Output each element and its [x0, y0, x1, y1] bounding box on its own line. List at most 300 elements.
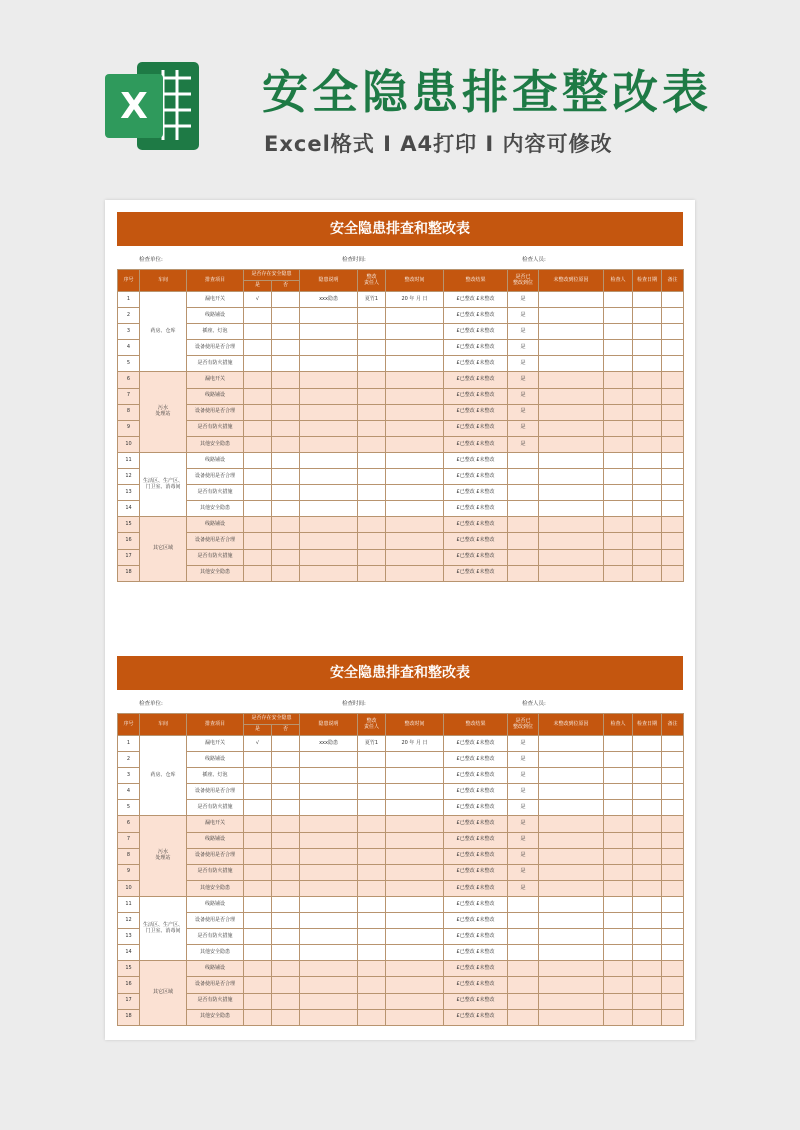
completed-cell[interactable]: 是 — [508, 864, 539, 880]
completed-cell[interactable] — [508, 452, 539, 468]
reason-cell[interactable] — [539, 784, 604, 800]
completed-cell[interactable] — [508, 945, 539, 961]
description-cell[interactable] — [300, 436, 358, 452]
reason-cell[interactable] — [539, 848, 604, 864]
responsible-cell[interactable] — [358, 977, 386, 993]
description-cell[interactable] — [300, 565, 358, 581]
date-cell[interactable] — [633, 977, 662, 993]
description-cell[interactable] — [300, 517, 358, 533]
result-cell[interactable]: £已整改 £未整改 — [444, 533, 508, 549]
hazard-no-cell[interactable] — [272, 880, 300, 896]
rectify-time-cell[interactable] — [386, 800, 444, 816]
hazard-yes-cell[interactable] — [244, 356, 272, 372]
date-cell[interactable] — [633, 816, 662, 832]
hazard-no-cell[interactable] — [272, 388, 300, 404]
inspector-cell[interactable] — [604, 768, 633, 784]
date-cell[interactable] — [633, 832, 662, 848]
responsible-cell[interactable] — [358, 784, 386, 800]
result-cell[interactable]: £已整改 £未整改 — [444, 388, 508, 404]
description-cell[interactable] — [300, 800, 358, 816]
remark-cell[interactable] — [662, 752, 684, 768]
date-cell[interactable] — [633, 864, 662, 880]
responsible-cell[interactable] — [358, 896, 386, 912]
hazard-no-cell[interactable] — [272, 848, 300, 864]
completed-cell[interactable]: 是 — [508, 816, 539, 832]
responsible-cell[interactable] — [358, 485, 386, 501]
responsible-cell[interactable] — [358, 880, 386, 896]
completed-cell[interactable]: 是 — [508, 848, 539, 864]
hazard-no-cell[interactable] — [272, 452, 300, 468]
inspector-cell[interactable] — [604, 420, 633, 436]
hazard-yes-cell[interactable]: √ — [244, 736, 272, 752]
remark-cell[interactable] — [662, 436, 684, 452]
hazard-no-cell[interactable] — [272, 340, 300, 356]
hazard-no-cell[interactable] — [272, 961, 300, 977]
result-cell[interactable]: £已整改 £未整改 — [444, 864, 508, 880]
completed-cell[interactable] — [508, 913, 539, 929]
remark-cell[interactable] — [662, 549, 684, 565]
rectify-time-cell[interactable] — [386, 469, 444, 485]
result-cell[interactable]: £已整改 £未整改 — [444, 549, 508, 565]
inspector-cell[interactable] — [604, 848, 633, 864]
date-cell[interactable] — [633, 404, 662, 420]
inspector-cell[interactable] — [604, 880, 633, 896]
completed-cell[interactable]: 是 — [508, 880, 539, 896]
date-cell[interactable] — [633, 896, 662, 912]
date-cell[interactable] — [633, 945, 662, 961]
hazard-yes-cell[interactable] — [244, 420, 272, 436]
remark-cell[interactable] — [662, 993, 684, 1009]
result-cell[interactable]: £已整改 £未整改 — [444, 880, 508, 896]
reason-cell[interactable] — [539, 736, 604, 752]
inspector-cell[interactable] — [604, 485, 633, 501]
completed-cell[interactable] — [508, 961, 539, 977]
completed-cell[interactable] — [508, 469, 539, 485]
hazard-yes-cell[interactable] — [244, 768, 272, 784]
reason-cell[interactable] — [539, 768, 604, 784]
hazard-yes-cell[interactable] — [244, 308, 272, 324]
rectify-time-cell[interactable]: 20 年 月 日 — [386, 292, 444, 308]
responsible-cell[interactable] — [358, 388, 386, 404]
rectify-time-cell[interactable] — [386, 436, 444, 452]
rectify-time-cell[interactable] — [386, 913, 444, 929]
hazard-yes-cell[interactable] — [244, 977, 272, 993]
rectify-time-cell[interactable]: 20 年 月 日 — [386, 736, 444, 752]
reason-cell[interactable] — [539, 469, 604, 485]
description-cell[interactable] — [300, 993, 358, 1009]
completed-cell[interactable]: 是 — [508, 292, 539, 308]
responsible-cell[interactable] — [358, 340, 386, 356]
reason-cell[interactable] — [539, 452, 604, 468]
remark-cell[interactable] — [662, 420, 684, 436]
completed-cell[interactable] — [508, 565, 539, 581]
result-cell[interactable]: £已整改 £未整改 — [444, 485, 508, 501]
inspector-cell[interactable] — [604, 1009, 633, 1025]
date-cell[interactable] — [633, 485, 662, 501]
remark-cell[interactable] — [662, 977, 684, 993]
date-cell[interactable] — [633, 452, 662, 468]
rectify-time-cell[interactable] — [386, 501, 444, 517]
date-cell[interactable] — [633, 961, 662, 977]
hazard-yes-cell[interactable] — [244, 324, 272, 340]
remark-cell[interactable] — [662, 961, 684, 977]
remark-cell[interactable] — [662, 388, 684, 404]
completed-cell[interactable]: 是 — [508, 436, 539, 452]
inspector-cell[interactable] — [604, 501, 633, 517]
hazard-no-cell[interactable] — [272, 469, 300, 485]
rectify-time-cell[interactable] — [386, 945, 444, 961]
date-cell[interactable] — [633, 533, 662, 549]
responsible-cell[interactable] — [358, 517, 386, 533]
rectify-time-cell[interactable] — [386, 864, 444, 880]
hazard-yes-cell[interactable] — [244, 864, 272, 880]
date-cell[interactable] — [633, 993, 662, 1009]
hazard-no-cell[interactable] — [272, 1009, 300, 1025]
completed-cell[interactable]: 是 — [508, 420, 539, 436]
hazard-yes-cell[interactable] — [244, 485, 272, 501]
hazard-yes-cell[interactable] — [244, 993, 272, 1009]
rectify-time-cell[interactable] — [386, 961, 444, 977]
responsible-cell[interactable] — [358, 420, 386, 436]
hazard-no-cell[interactable] — [272, 533, 300, 549]
rectify-time-cell[interactable] — [386, 565, 444, 581]
date-cell[interactable] — [633, 292, 662, 308]
reason-cell[interactable] — [539, 945, 604, 961]
inspector-cell[interactable] — [604, 517, 633, 533]
result-cell[interactable]: £已整改 £未整改 — [444, 768, 508, 784]
remark-cell[interactable] — [662, 356, 684, 372]
remark-cell[interactable] — [662, 945, 684, 961]
description-cell[interactable] — [300, 452, 358, 468]
description-cell[interactable] — [300, 945, 358, 961]
result-cell[interactable]: £已整改 £未整改 — [444, 832, 508, 848]
hazard-yes-cell[interactable] — [244, 469, 272, 485]
date-cell[interactable] — [633, 768, 662, 784]
inspector-cell[interactable] — [604, 864, 633, 880]
rectify-time-cell[interactable] — [386, 388, 444, 404]
result-cell[interactable]: £已整改 £未整改 — [444, 816, 508, 832]
description-cell[interactable] — [300, 549, 358, 565]
hazard-yes-cell[interactable] — [244, 388, 272, 404]
inspector-cell[interactable] — [604, 832, 633, 848]
completed-cell[interactable] — [508, 485, 539, 501]
remark-cell[interactable] — [662, 308, 684, 324]
reason-cell[interactable] — [539, 533, 604, 549]
remark-cell[interactable] — [662, 324, 684, 340]
result-cell[interactable]: £已整改 £未整改 — [444, 340, 508, 356]
result-cell[interactable]: £已整改 £未整改 — [444, 784, 508, 800]
completed-cell[interactable]: 是 — [508, 324, 539, 340]
remark-cell[interactable] — [662, 800, 684, 816]
result-cell[interactable]: £已整改 £未整改 — [444, 436, 508, 452]
rectify-time-cell[interactable] — [386, 929, 444, 945]
description-cell[interactable] — [300, 784, 358, 800]
inspector-cell[interactable] — [604, 356, 633, 372]
hazard-no-cell[interactable] — [272, 549, 300, 565]
responsible-cell[interactable] — [358, 549, 386, 565]
date-cell[interactable] — [633, 1009, 662, 1025]
completed-cell[interactable]: 是 — [508, 800, 539, 816]
remark-cell[interactable] — [662, 816, 684, 832]
hazard-yes-cell[interactable] — [244, 1009, 272, 1025]
hazard-no-cell[interactable] — [272, 993, 300, 1009]
remark-cell[interactable] — [662, 485, 684, 501]
hazard-yes-cell[interactable] — [244, 880, 272, 896]
responsible-cell[interactable]: 夏竹1 — [358, 736, 386, 752]
completed-cell[interactable] — [508, 993, 539, 1009]
remark-cell[interactable] — [662, 768, 684, 784]
reason-cell[interactable] — [539, 308, 604, 324]
hazard-yes-cell[interactable] — [244, 533, 272, 549]
reason-cell[interactable] — [539, 292, 604, 308]
responsible-cell[interactable] — [358, 404, 386, 420]
description-cell[interactable] — [300, 929, 358, 945]
hazard-no-cell[interactable] — [272, 977, 300, 993]
result-cell[interactable]: £已整改 £未整改 — [444, 452, 508, 468]
completed-cell[interactable]: 是 — [508, 388, 539, 404]
date-cell[interactable] — [633, 880, 662, 896]
date-cell[interactable] — [633, 420, 662, 436]
reason-cell[interactable] — [539, 404, 604, 420]
responsible-cell[interactable] — [358, 356, 386, 372]
remark-cell[interactable] — [662, 372, 684, 388]
result-cell[interactable]: £已整改 £未整改 — [444, 517, 508, 533]
result-cell[interactable]: £已整改 £未整改 — [444, 977, 508, 993]
hazard-no-cell[interactable] — [272, 929, 300, 945]
date-cell[interactable] — [633, 436, 662, 452]
responsible-cell[interactable] — [358, 993, 386, 1009]
responsible-cell[interactable] — [358, 752, 386, 768]
responsible-cell[interactable] — [358, 961, 386, 977]
completed-cell[interactable]: 是 — [508, 832, 539, 848]
remark-cell[interactable] — [662, 896, 684, 912]
hazard-no-cell[interactable] — [272, 736, 300, 752]
result-cell[interactable]: £已整改 £未整改 — [444, 800, 508, 816]
remark-cell[interactable] — [662, 832, 684, 848]
result-cell[interactable]: £已整改 £未整改 — [444, 961, 508, 977]
result-cell[interactable]: £已整改 £未整改 — [444, 736, 508, 752]
reason-cell[interactable] — [539, 961, 604, 977]
description-cell[interactable] — [300, 752, 358, 768]
hazard-no-cell[interactable] — [272, 292, 300, 308]
inspector-cell[interactable] — [604, 436, 633, 452]
hazard-no-cell[interactable] — [272, 308, 300, 324]
rectify-time-cell[interactable] — [386, 356, 444, 372]
reason-cell[interactable] — [539, 565, 604, 581]
result-cell[interactable]: £已整改 £未整改 — [444, 913, 508, 929]
rectify-time-cell[interactable] — [386, 340, 444, 356]
reason-cell[interactable] — [539, 436, 604, 452]
date-cell[interactable] — [633, 913, 662, 929]
hazard-no-cell[interactable] — [272, 501, 300, 517]
inspector-cell[interactable] — [604, 816, 633, 832]
reason-cell[interactable] — [539, 913, 604, 929]
result-cell[interactable]: £已整改 £未整改 — [444, 404, 508, 420]
description-cell[interactable] — [300, 308, 358, 324]
hazard-yes-cell[interactable] — [244, 784, 272, 800]
responsible-cell[interactable] — [358, 848, 386, 864]
description-cell[interactable] — [300, 324, 358, 340]
description-cell[interactable] — [300, 848, 358, 864]
reason-cell[interactable] — [539, 324, 604, 340]
hazard-yes-cell[interactable] — [244, 913, 272, 929]
inspector-cell[interactable] — [604, 736, 633, 752]
description-cell[interactable]: xxx隐患 — [300, 736, 358, 752]
date-cell[interactable] — [633, 340, 662, 356]
description-cell[interactable] — [300, 372, 358, 388]
reason-cell[interactable] — [539, 800, 604, 816]
responsible-cell[interactable] — [358, 452, 386, 468]
rectify-time-cell[interactable] — [386, 752, 444, 768]
completed-cell[interactable]: 是 — [508, 372, 539, 388]
date-cell[interactable] — [633, 736, 662, 752]
reason-cell[interactable] — [539, 501, 604, 517]
inspector-cell[interactable] — [604, 565, 633, 581]
rectify-time-cell[interactable] — [386, 896, 444, 912]
description-cell[interactable] — [300, 977, 358, 993]
result-cell[interactable]: £已整改 £未整改 — [444, 324, 508, 340]
description-cell[interactable]: xxx隐患 — [300, 292, 358, 308]
completed-cell[interactable] — [508, 501, 539, 517]
rectify-time-cell[interactable] — [386, 784, 444, 800]
remark-cell[interactable] — [662, 864, 684, 880]
date-cell[interactable] — [633, 517, 662, 533]
responsible-cell[interactable] — [358, 469, 386, 485]
responsible-cell[interactable] — [358, 372, 386, 388]
responsible-cell[interactable] — [358, 832, 386, 848]
hazard-no-cell[interactable] — [272, 784, 300, 800]
hazard-no-cell[interactable] — [272, 816, 300, 832]
responsible-cell[interactable] — [358, 324, 386, 340]
description-cell[interactable] — [300, 356, 358, 372]
date-cell[interactable] — [633, 324, 662, 340]
reason-cell[interactable] — [539, 880, 604, 896]
hazard-no-cell[interactable] — [272, 420, 300, 436]
rectify-time-cell[interactable] — [386, 549, 444, 565]
reason-cell[interactable] — [539, 929, 604, 945]
description-cell[interactable] — [300, 1009, 358, 1025]
date-cell[interactable] — [633, 356, 662, 372]
completed-cell[interactable] — [508, 977, 539, 993]
reason-cell[interactable] — [539, 993, 604, 1009]
reason-cell[interactable] — [539, 517, 604, 533]
description-cell[interactable] — [300, 913, 358, 929]
completed-cell[interactable]: 是 — [508, 404, 539, 420]
date-cell[interactable] — [633, 800, 662, 816]
rectify-time-cell[interactable] — [386, 816, 444, 832]
description-cell[interactable] — [300, 961, 358, 977]
date-cell[interactable] — [633, 372, 662, 388]
hazard-yes-cell[interactable] — [244, 372, 272, 388]
inspector-cell[interactable] — [604, 929, 633, 945]
remark-cell[interactable] — [662, 784, 684, 800]
rectify-time-cell[interactable] — [386, 533, 444, 549]
rectify-time-cell[interactable] — [386, 485, 444, 501]
completed-cell[interactable]: 是 — [508, 784, 539, 800]
date-cell[interactable] — [633, 848, 662, 864]
hazard-yes-cell[interactable] — [244, 549, 272, 565]
hazard-yes-cell[interactable] — [244, 896, 272, 912]
date-cell[interactable] — [633, 501, 662, 517]
result-cell[interactable]: £已整改 £未整改 — [444, 501, 508, 517]
reason-cell[interactable] — [539, 340, 604, 356]
responsible-cell[interactable] — [358, 308, 386, 324]
description-cell[interactable] — [300, 469, 358, 485]
remark-cell[interactable] — [662, 501, 684, 517]
responsible-cell[interactable] — [358, 1009, 386, 1025]
remark-cell[interactable] — [662, 340, 684, 356]
reason-cell[interactable] — [539, 752, 604, 768]
inspector-cell[interactable] — [604, 372, 633, 388]
hazard-yes-cell[interactable] — [244, 452, 272, 468]
responsible-cell[interactable] — [358, 929, 386, 945]
reason-cell[interactable] — [539, 356, 604, 372]
remark-cell[interactable] — [662, 292, 684, 308]
inspector-cell[interactable] — [604, 977, 633, 993]
result-cell[interactable]: £已整改 £未整改 — [444, 993, 508, 1009]
responsible-cell[interactable] — [358, 436, 386, 452]
date-cell[interactable] — [633, 388, 662, 404]
hazard-no-cell[interactable] — [272, 565, 300, 581]
date-cell[interactable] — [633, 784, 662, 800]
completed-cell[interactable]: 是 — [508, 752, 539, 768]
rectify-time-cell[interactable] — [386, 768, 444, 784]
remark-cell[interactable] — [662, 1009, 684, 1025]
reason-cell[interactable] — [539, 388, 604, 404]
hazard-yes-cell[interactable] — [244, 848, 272, 864]
result-cell[interactable]: £已整改 £未整改 — [444, 356, 508, 372]
hazard-yes-cell[interactable] — [244, 961, 272, 977]
completed-cell[interactable]: 是 — [508, 356, 539, 372]
hazard-no-cell[interactable] — [272, 485, 300, 501]
hazard-no-cell[interactable] — [272, 896, 300, 912]
responsible-cell[interactable] — [358, 816, 386, 832]
rectify-time-cell[interactable] — [386, 832, 444, 848]
hazard-no-cell[interactable] — [272, 800, 300, 816]
inspector-cell[interactable] — [604, 388, 633, 404]
hazard-yes-cell[interactable] — [244, 501, 272, 517]
completed-cell[interactable] — [508, 517, 539, 533]
hazard-no-cell[interactable] — [272, 324, 300, 340]
rectify-time-cell[interactable] — [386, 848, 444, 864]
reason-cell[interactable] — [539, 832, 604, 848]
reason-cell[interactable] — [539, 1009, 604, 1025]
rectify-time-cell[interactable] — [386, 993, 444, 1009]
inspector-cell[interactable] — [604, 404, 633, 420]
date-cell[interactable] — [633, 929, 662, 945]
reason-cell[interactable] — [539, 485, 604, 501]
hazard-no-cell[interactable] — [272, 752, 300, 768]
result-cell[interactable]: £已整改 £未整改 — [444, 929, 508, 945]
result-cell[interactable]: £已整改 £未整改 — [444, 752, 508, 768]
remark-cell[interactable] — [662, 880, 684, 896]
remark-cell[interactable] — [662, 565, 684, 581]
result-cell[interactable]: £已整改 £未整改 — [444, 420, 508, 436]
rectify-time-cell[interactable] — [386, 977, 444, 993]
inspector-cell[interactable] — [604, 340, 633, 356]
date-cell[interactable] — [633, 565, 662, 581]
description-cell[interactable] — [300, 388, 358, 404]
result-cell[interactable]: £已整改 £未整改 — [444, 292, 508, 308]
description-cell[interactable] — [300, 880, 358, 896]
hazard-no-cell[interactable] — [272, 436, 300, 452]
inspector-cell[interactable] — [604, 452, 633, 468]
hazard-yes-cell[interactable] — [244, 832, 272, 848]
result-cell[interactable]: £已整改 £未整改 — [444, 469, 508, 485]
remark-cell[interactable] — [662, 913, 684, 929]
description-cell[interactable] — [300, 485, 358, 501]
result-cell[interactable]: £已整改 £未整改 — [444, 945, 508, 961]
